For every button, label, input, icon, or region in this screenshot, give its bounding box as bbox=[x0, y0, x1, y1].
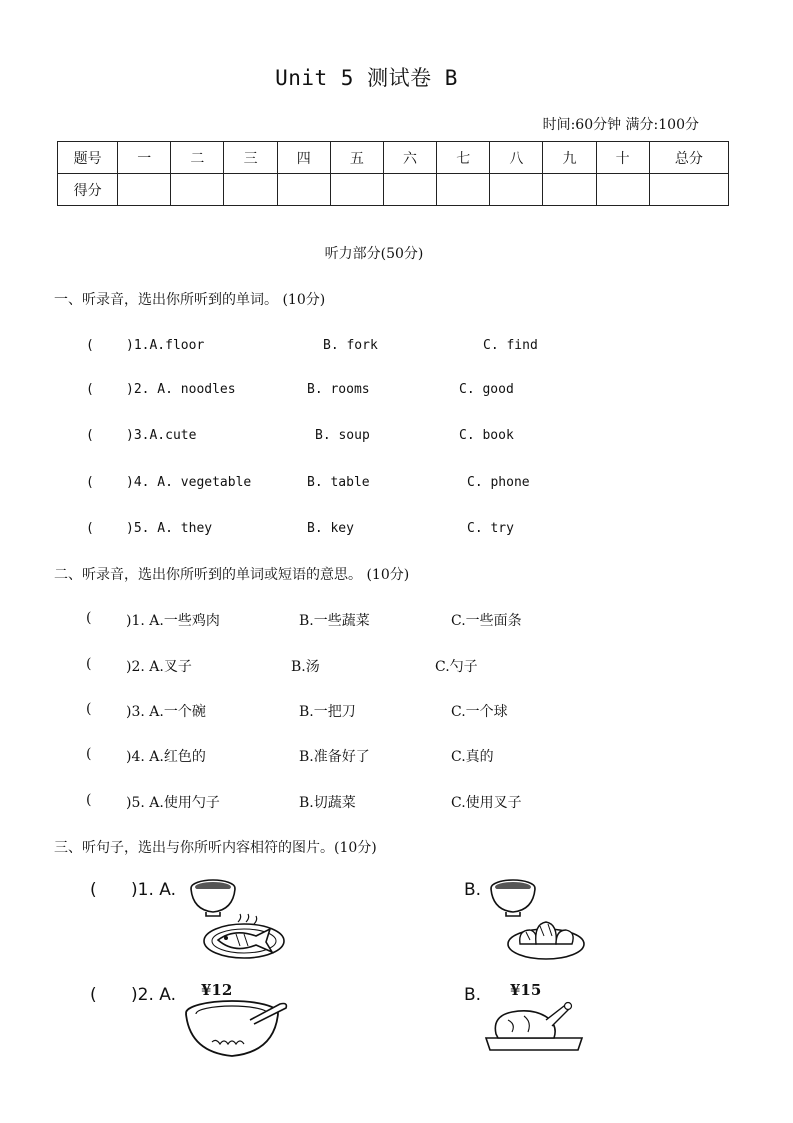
question-option-b: B.一些蔬菜 bbox=[299, 613, 370, 629]
score-cell[interactable] bbox=[543, 174, 596, 206]
question-number: )2. A. bbox=[131, 985, 176, 1005]
question-option-c: C. try bbox=[467, 521, 514, 536]
header-cell: 五 bbox=[330, 142, 383, 174]
score-table bbox=[57, 141, 729, 206]
score-cell[interactable] bbox=[277, 174, 330, 206]
page-title: Unit 5 测试卷 B bbox=[275, 66, 458, 90]
question-option-a: )3.A.cute bbox=[126, 428, 197, 443]
score-cell[interactable] bbox=[118, 174, 171, 206]
score-cell[interactable] bbox=[383, 174, 436, 206]
score-table-score-row bbox=[58, 174, 729, 206]
fish-plate-icon bbox=[204, 914, 284, 958]
header-cell: 九 bbox=[543, 142, 596, 174]
roast-chicken-icon bbox=[486, 1003, 582, 1051]
score-cell[interactable] bbox=[330, 174, 383, 206]
question-option-c: C. book bbox=[459, 428, 514, 443]
score-cell[interactable] bbox=[224, 174, 277, 206]
question-option-c: C. find bbox=[483, 338, 538, 353]
listening-heading: 听力部分(50分) bbox=[324, 246, 424, 262]
question-option-b: B. rooms bbox=[307, 382, 370, 397]
question-option-b: B. soup bbox=[315, 428, 370, 443]
question-option-a: )2. A.叉子 bbox=[126, 659, 192, 675]
question-option-c: C. phone bbox=[467, 475, 530, 490]
answer-paren[interactable]: ( bbox=[86, 610, 92, 626]
score-cell[interactable] bbox=[437, 174, 490, 206]
score-cell[interactable] bbox=[171, 174, 224, 206]
header-cell: 二 bbox=[171, 142, 224, 174]
question-option-a: )4. A.红色的 bbox=[126, 749, 206, 765]
answer-paren[interactable]: ( bbox=[86, 746, 92, 762]
score-cell[interactable] bbox=[649, 174, 728, 206]
question-option-a: )1. A.一些鸡肉 bbox=[126, 613, 220, 629]
answer-paren[interactable]: ( bbox=[86, 382, 94, 397]
rice-and-dumplings-picture-b[interactable] bbox=[484, 874, 589, 966]
question-option-c: C.勺子 bbox=[435, 659, 478, 675]
header-cell: 十 bbox=[596, 142, 649, 174]
question-option-a: )5. A. they bbox=[126, 521, 213, 536]
row-label-cell: 得分 bbox=[58, 174, 118, 206]
question-option-b: B. key bbox=[307, 521, 354, 536]
rice-bowl-icon bbox=[191, 880, 235, 916]
header-cell: 三 bbox=[224, 142, 277, 174]
rice-bowl-icon bbox=[491, 880, 535, 916]
answer-paren[interactable]: ( bbox=[86, 656, 92, 672]
dumpling-plate-icon bbox=[508, 922, 584, 959]
question-option-a: )2. A. noodles bbox=[126, 382, 236, 397]
question-option-a: )3. A.一个碗 bbox=[126, 704, 206, 720]
header-cell: 一 bbox=[118, 142, 171, 174]
price-label-b: ¥15 bbox=[510, 981, 542, 999]
price-label-a: ¥12 bbox=[201, 981, 233, 999]
question-option-b: B.准备好了 bbox=[299, 749, 370, 765]
option-b-label: B. bbox=[464, 985, 482, 1005]
section1-title: 一、听录音，选出你所听到的单词。 (10分) bbox=[54, 292, 326, 308]
question-option-a: )4. A. vegetable bbox=[126, 475, 252, 490]
header-cell: 八 bbox=[490, 142, 543, 174]
question-option-c: C.使用叉子 bbox=[451, 795, 522, 811]
answer-paren[interactable]: ( bbox=[86, 338, 94, 353]
question-option-b: B.一把刀 bbox=[299, 704, 356, 720]
header-cell: 六 bbox=[383, 142, 436, 174]
header-cell: 七 bbox=[437, 142, 490, 174]
question-option-c: C.真的 bbox=[451, 749, 494, 765]
soup-bowl-picture-a[interactable] bbox=[182, 998, 294, 1062]
roast-chicken-picture-b[interactable] bbox=[482, 998, 586, 1058]
question-number: )1. A. bbox=[131, 880, 176, 900]
answer-paren[interactable]: ( bbox=[86, 792, 92, 808]
answer-paren[interactable]: ( bbox=[86, 475, 94, 490]
question-option-c: C.一个球 bbox=[451, 704, 508, 720]
question-option-b: B. table bbox=[307, 475, 370, 490]
question-option-b: B. fork bbox=[323, 338, 378, 353]
question-option-b: B.汤 bbox=[291, 659, 320, 675]
header-cell: 四 bbox=[277, 142, 330, 174]
section2-title: 二、听录音，选出你所听到的单词或短语的意思。 (10分) bbox=[54, 567, 410, 583]
score-cell[interactable] bbox=[490, 174, 543, 206]
question-option-c: C. good bbox=[459, 382, 514, 397]
exam-meta: 时间:60分钟 满分:100分 bbox=[542, 117, 699, 133]
soup-bowl-icon bbox=[186, 1001, 286, 1056]
question-option-c: C.一些面条 bbox=[451, 613, 522, 629]
header-cell: 总分 bbox=[649, 142, 728, 174]
score-table-header-row bbox=[58, 142, 729, 174]
answer-paren[interactable]: ( bbox=[90, 880, 97, 900]
answer-paren[interactable]: ( bbox=[86, 521, 94, 536]
score-cell[interactable] bbox=[596, 174, 649, 206]
question-option-a: )5. A.使用勺子 bbox=[126, 795, 220, 811]
answer-paren[interactable]: ( bbox=[86, 701, 92, 717]
question-option-a: )1.A.floor bbox=[126, 338, 205, 353]
answer-paren[interactable]: ( bbox=[86, 428, 94, 443]
question-option-b: B.切蔬菜 bbox=[299, 795, 356, 811]
rice-and-fish-picture-a[interactable] bbox=[184, 874, 289, 964]
section3-title: 三、听句子，选出与你所听内容相符的图片。(10分) bbox=[54, 840, 377, 856]
answer-paren[interactable]: ( bbox=[90, 985, 97, 1005]
header-cell: 题号 bbox=[58, 142, 118, 174]
option-b-label: B. bbox=[464, 880, 482, 900]
